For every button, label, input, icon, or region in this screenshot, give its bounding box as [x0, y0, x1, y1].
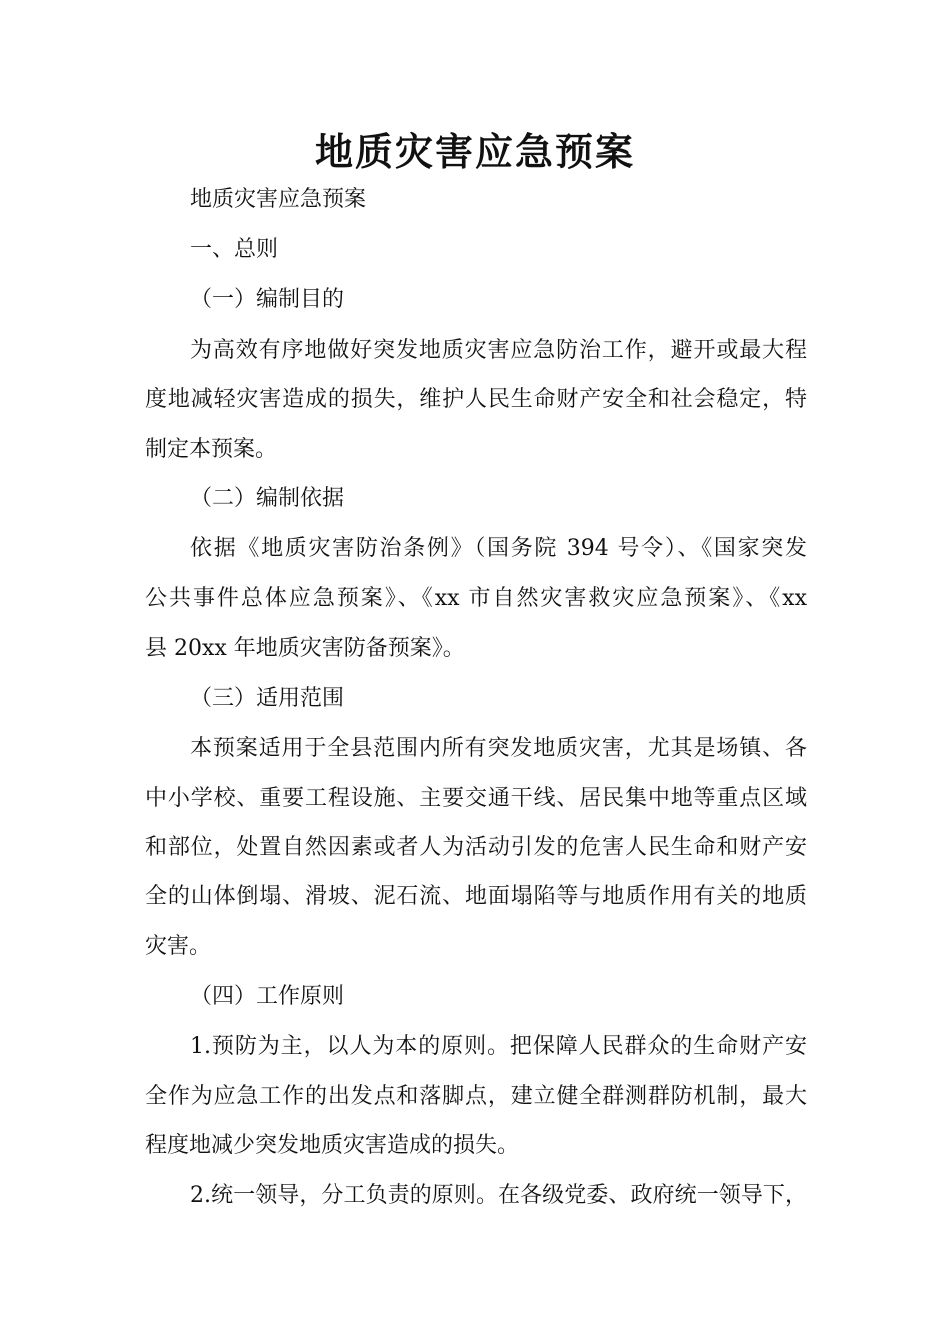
- paragraph-line: 制定本预案。: [145, 437, 278, 462]
- subtitle-line: 地质灾害应急预案: [190, 187, 367, 212]
- paragraph-line: 全作为应急工作的出发点和落脚点，建立健全群测群防机制，最大: [145, 1084, 807, 1109]
- paragraph-line: 2.统一领导，分工负责的原则。在各级党委、政府统一领导下，: [190, 1183, 807, 1208]
- paragraph-line: 中小学校、重要工程设施、主要交通干线、居民集中地等重点区域: [145, 786, 807, 811]
- document-title: 地质灾害应急预案: [314, 129, 635, 174]
- subsection-heading-basis: （二）编制依据: [190, 486, 345, 511]
- paragraph-line: 县 20xx 年地质灾害防备预案》。: [145, 636, 465, 661]
- paragraph-line: 灾害。: [145, 934, 212, 959]
- paragraph-line: 本预案适用于全县范围内所有突发地质灾害，尤其是场镇、各: [190, 736, 807, 761]
- paragraph-line: 公共事件总体应急预案》、《xx 市自然灾害救灾应急预案》、《xx: [145, 586, 807, 611]
- subsection-heading-purpose: （一）编制目的: [190, 287, 345, 312]
- paragraph-line: 和部位，处置自然因素或者人为活动引发的危害人民生命和财产安: [145, 835, 807, 860]
- paragraph-line: 全的山体倒塌、滑坡、泥石流、地面塌陷等与地质作用有关的地质: [145, 884, 807, 909]
- paragraph-line: 程度地减少突发地质灾害造成的损失。: [145, 1133, 520, 1158]
- subsection-heading-scope: （三）适用范围: [190, 686, 345, 711]
- section-heading-general: 一、总则: [190, 237, 279, 262]
- paragraph-line: 依据《地质灾害防治条例》（国务院 394 号令）、《国家突发: [190, 536, 807, 561]
- paragraph-line: 度地减轻灾害造成的损失，维护人民生命财产安全和社会稳定，特: [145, 387, 807, 412]
- subsection-heading-principles: （四）工作原则: [190, 984, 345, 1009]
- paragraph-line: 为高效有序地做好突发地质灾害应急防治工作，避开或最大程: [190, 338, 807, 363]
- paragraph-line: 1.预防为主，以人为本的原则。把保障人民群众的生命财产安: [190, 1034, 807, 1059]
